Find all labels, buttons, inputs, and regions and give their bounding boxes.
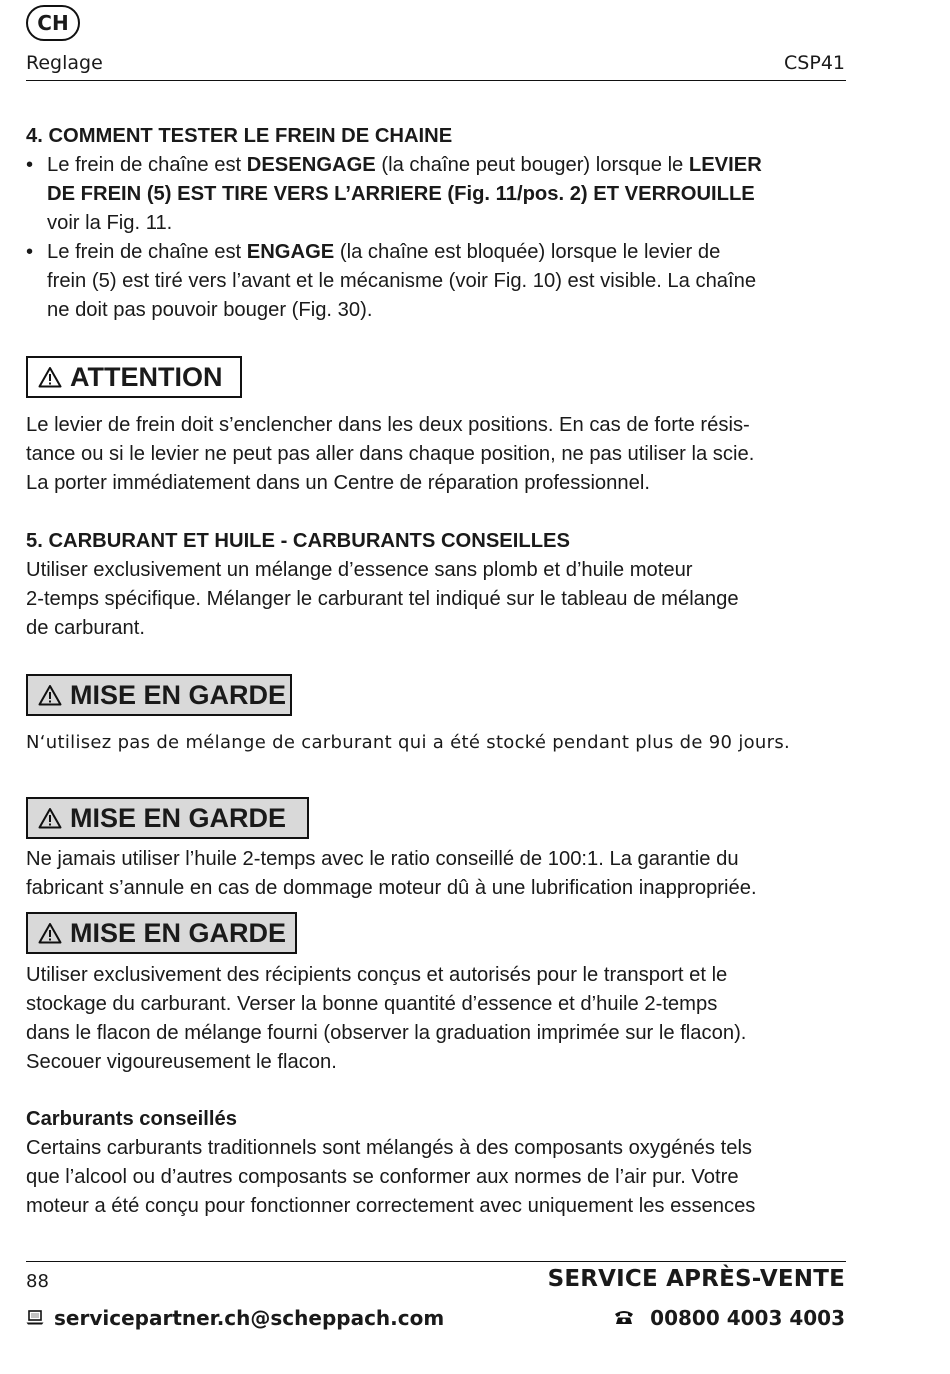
- country-badge: CH: [26, 5, 80, 41]
- text-line: moteur a été conçu pour fonctionner correctement avec uniquement les essences: [26, 1195, 756, 1217]
- warning-label: MISE EN GARDE: [70, 679, 287, 710]
- section-name: Reglage: [26, 52, 103, 74]
- telephone-icon: [614, 1306, 634, 1330]
- text: (la chaîne est bloquée) lorsque le levier de: [334, 241, 721, 263]
- text-line: de carburant.: [26, 617, 145, 639]
- list-item: [26, 238, 851, 325]
- warning-triangle-icon: [38, 922, 62, 944]
- bullet-icon: •: [26, 154, 34, 176]
- model-name: CSP41: [784, 52, 845, 74]
- page-number: 88: [26, 1271, 49, 1292]
- warning-box-2: [26, 797, 309, 839]
- warning-box-1: [26, 674, 292, 716]
- warning-label: MISE EN GARDE: [70, 917, 287, 948]
- text-line: Utiliser exclusivement des récipients conçus et autorisés pour le transport et le: [26, 964, 728, 986]
- text: Le frein de chaîne est: [47, 154, 247, 176]
- warning-box-3: [26, 912, 297, 954]
- recommended-title: Carburants conseillés: [26, 1108, 237, 1130]
- service-phone: [614, 1306, 845, 1330]
- section-5: [26, 527, 851, 643]
- section-5-title: 5. CARBURANT ET HUILE - CARBURANTS CONSEILLES: [26, 530, 570, 552]
- text: (la chaîne peut bouger) lorsque le: [375, 154, 689, 176]
- text-line: Utiliser exclusivement un mélange d’essence sans plomb et d’huile moteur: [26, 559, 693, 581]
- text: voir la Fig. 11.: [47, 212, 173, 234]
- text-line: stockage du carburant. Verser la bonne quantité d’essence et d’huile 2-temps: [26, 993, 718, 1015]
- text: frein (5) est tiré vers l’avant et le mécanisme (voir Fig. 10) est visible. La chaîne: [47, 270, 757, 292]
- email-text[interactable]: servicepartner.ch@scheppach.com: [54, 1306, 445, 1330]
- warning-triangle-icon: [38, 807, 62, 829]
- bullet-icon: •: [26, 241, 34, 263]
- warning-triangle-icon: [38, 366, 62, 388]
- attention-text: [26, 411, 851, 498]
- section-4-title: 4. COMMENT TESTER LE FREIN DE CHAINE: [26, 125, 453, 147]
- text-bold: DESENGAGE: [246, 154, 376, 176]
- text-line: tance ou si le levier ne peut pas aller dans chaque position, ne pas utiliser la scie.: [26, 443, 755, 465]
- section-4: [26, 122, 851, 325]
- text-bold: LEVIER: [688, 154, 762, 176]
- warning-1-text: N‘utilisez pas de mélange de carburant qui a été stocké pendant plus de 90 jours.: [26, 732, 791, 753]
- attention-label: ATTENTION: [70, 361, 223, 392]
- text: ne doit pas pouvoir bouger (Fig. 30).: [47, 299, 373, 321]
- text-line: Ne jamais utiliser l’huile 2-temps avec le ratio conseillé de 100:1. La garantie du: [26, 848, 739, 870]
- text-line: dans le flacon de mélange fourni (observer la graduation imprimée sur le flacon).: [26, 1022, 747, 1044]
- text-line: 2-temps spécifique. Mélanger le carburant tel indiqué sur le tableau de mélange: [26, 588, 739, 610]
- warning-label: MISE EN GARDE: [70, 802, 287, 833]
- warning-3-text: [26, 961, 851, 1077]
- attention-box: [26, 356, 242, 398]
- text-line: Secouer vigoureusement le flacon.: [26, 1051, 337, 1073]
- warning-2-text: [26, 845, 851, 903]
- laptop-icon: [26, 1306, 44, 1330]
- service-email: [26, 1306, 444, 1330]
- text: Le frein de chaîne est: [47, 241, 247, 263]
- text-line: Certains carburants traditionnels sont mélangés à des composants oxygénés tels: [26, 1137, 753, 1159]
- text-line: La porter immédiatement dans un Centre de réparation professionnel.: [26, 472, 650, 494]
- list-item: [26, 151, 851, 238]
- text-line: que l’alcool ou d’autres composants se conformer aux normes de l’air pur. Votre: [26, 1166, 739, 1188]
- text-line: fabricant s’annule en cas de dommage moteur dû à une lubrification inappropriée.: [26, 877, 757, 899]
- text-bold: DE FREIN (5) EST TIRE VERS L’ARRIERE (Fig. 11/pos. 2) ET VERROUILLE: [47, 183, 755, 205]
- header-divider: [26, 80, 846, 81]
- service-label: SERVICE APRÈS-VENTE: [547, 1266, 845, 1292]
- recommended-fuels: [26, 1105, 851, 1221]
- text-line: Le levier de frein doit s’enclencher dans les deux positions. En cas de forte résis-: [26, 414, 750, 436]
- text-bold: ENGAGE: [246, 241, 335, 263]
- section-4-list: [26, 151, 851, 325]
- warning-triangle-icon: [38, 684, 62, 706]
- phone-text[interactable]: 00800 4003 4003: [650, 1306, 845, 1330]
- footer-divider: [26, 1261, 846, 1262]
